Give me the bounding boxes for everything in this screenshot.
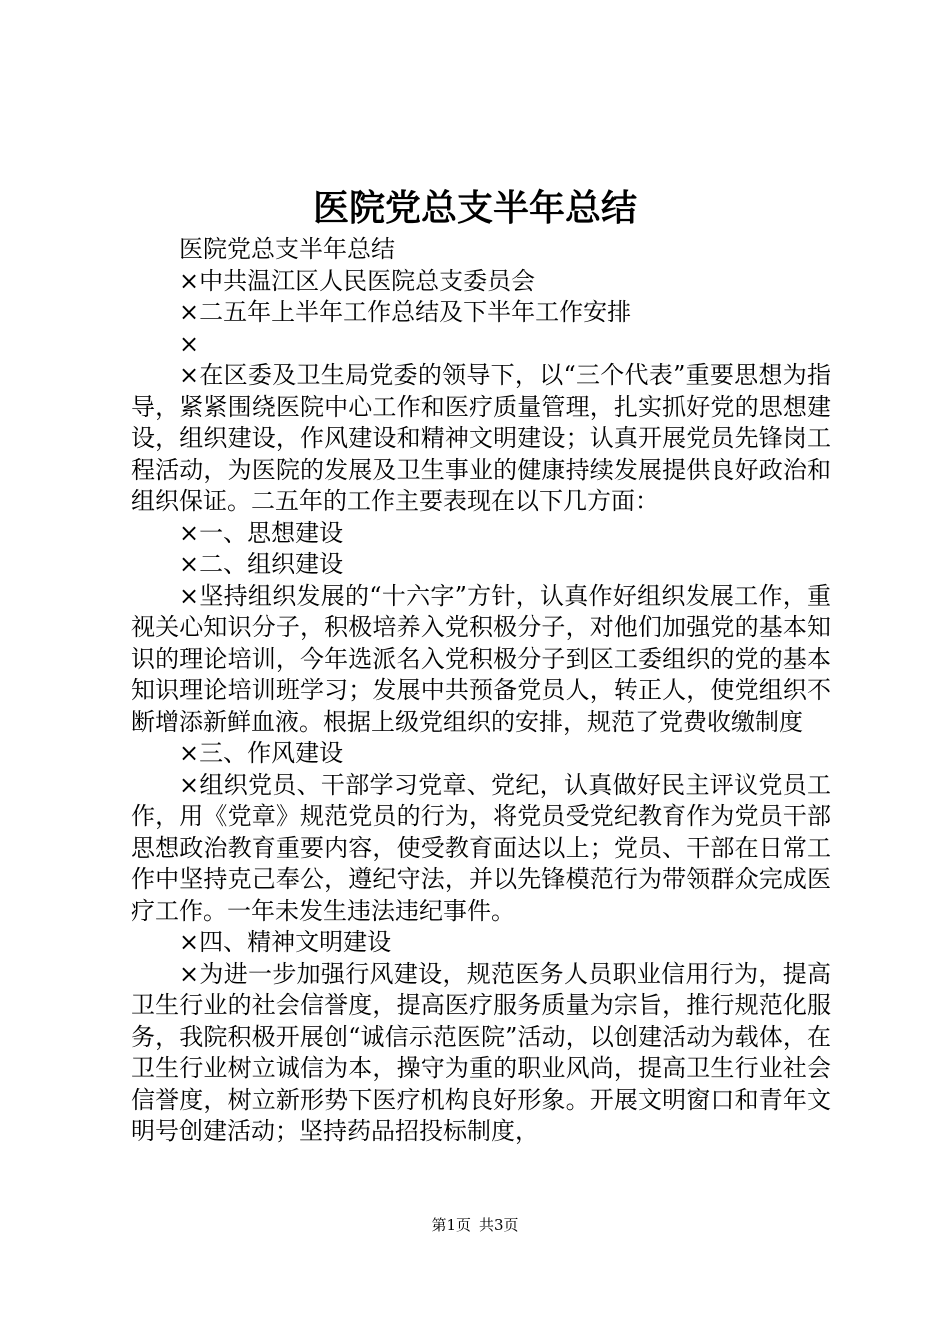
section-heading: ×一、思想建设 bbox=[179, 518, 344, 547]
section-heading: ×四、精神文明建设 bbox=[179, 928, 392, 956]
paragraph: × bbox=[179, 329, 200, 358]
paragraph: ×组织党员、干部学习党章、党纪，认真做好民主评议党员工作，用《党章》规范党员的行为，将党员受党纪教育作为党员干部思想政治教育重要内容，使受教育面达以上；党员、干部在日常工作中坚持克己奉公，遵纪守法，并以先锋模范行为带领群众完成医疗工作。一年未发生违法违纪事件。 bbox=[131, 770, 831, 925]
page-number: 第1页 bbox=[431, 1216, 471, 1234]
paragraph: ×二五年上半年工作总结及下半年工作安排 bbox=[179, 298, 632, 326]
page-footer bbox=[0, 1215, 950, 1235]
document-title: 医院党总支半年总结 bbox=[312, 187, 637, 229]
section-heading: ×二、组织建设 bbox=[179, 550, 344, 578]
paragraph: ×在区委及卫生局党委的领导下，以“三个代表”重要思想为指导，紧紧围绕医院中心工作和医疗质量管理，扎实抓好党的思想建设，组织建设，作风建设和精神文明建设；认真开展党员先锋岗工程活动，为医院的发展及卫生事业的健康持续发展提供良好政治和组织保证。二五年的工作主要表现在以下几方面： bbox=[131, 361, 831, 515]
page-total: 共3页 bbox=[479, 1216, 519, 1234]
paragraph: ×坚持组织发展的“十六字”方针，认真作好组织发展工作，重视关心知识分子，积极培养入党积极分子，对他们加强党的基本知识的理论培训，今年选派名入党积极分子到区工委组织的党的基本知识理论培训班学习；发展中共预备党员人，转正人，使党组织不断增添新鲜血液。根据上级党组织的安排，规范了党费收缴制度 bbox=[131, 581, 831, 736]
document-body bbox=[131, 234, 831, 1148]
paragraph: 医院党总支半年总结 bbox=[179, 235, 395, 263]
section-heading: ×三、作风建设 bbox=[179, 739, 344, 767]
paragraph: ×为进一步加强行风建设，规范医务人员职业信用行为，提高卫生行业的社会信誉度，提高医疗服务质量为宗旨，推行规范化服务，我院积极开展创“诚信示范医院”活动，以创建活动为载体，在卫生行业树立诚信为本，操守为重的职业风尚，提高卫生行业社会信誉度，树立新形势下医疗机构良好形象。开展文明窗口和青年文明号创建活动；坚持药品招投标制度， bbox=[131, 959, 831, 1145]
paragraph: ×中共温江区人民医院总支委员会 bbox=[179, 266, 536, 295]
